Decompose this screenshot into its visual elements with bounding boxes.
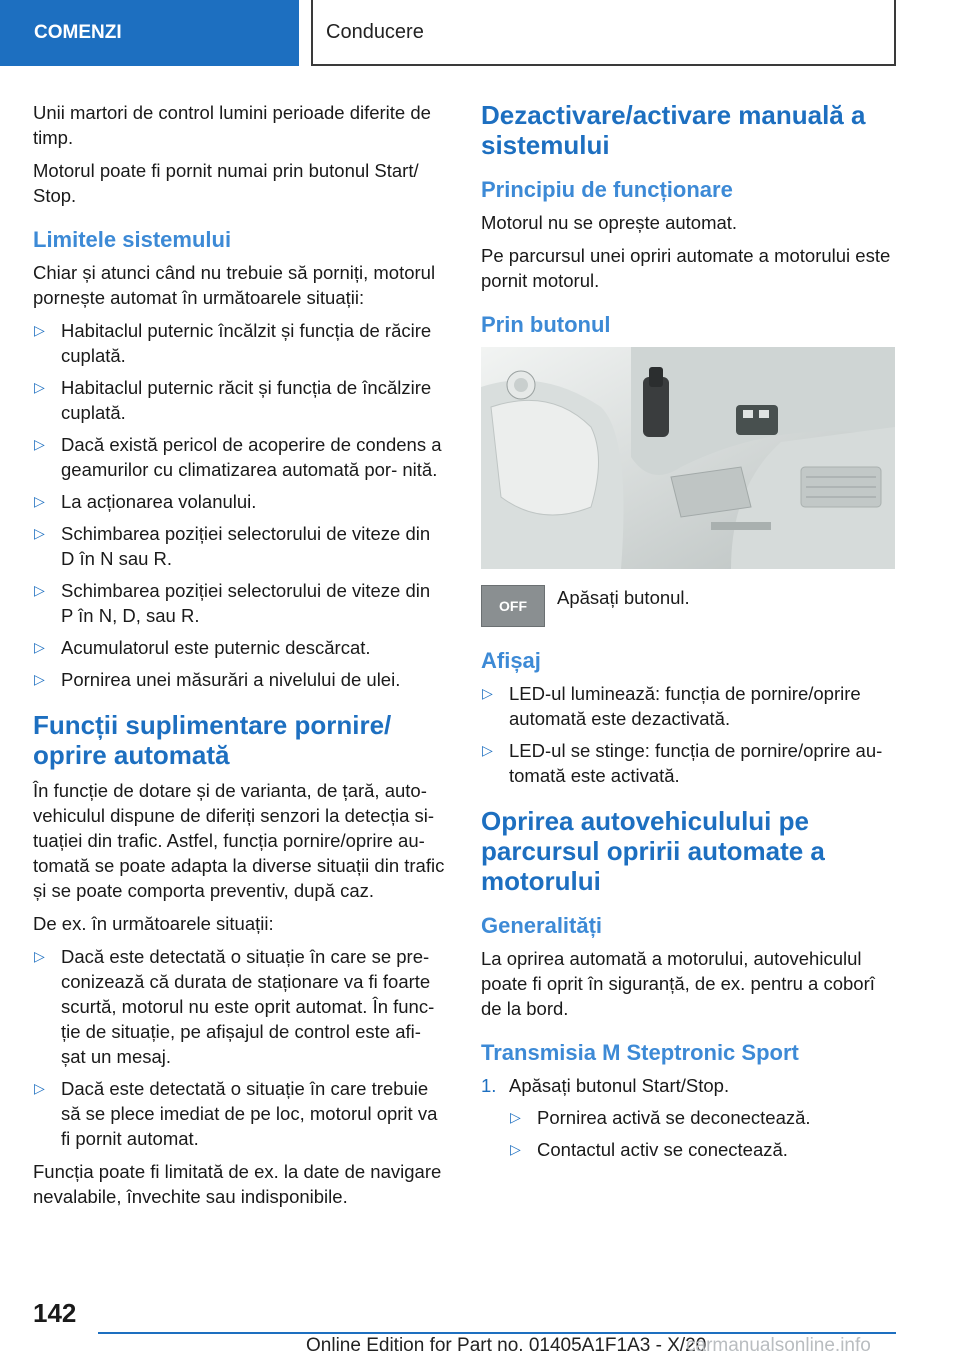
- list-item: ▷ Acumulatorul este puternic descărcat.: [34, 637, 371, 658]
- button-instruction: [481, 585, 895, 627]
- list-item: ▷ Pornirea unei măsurări a nivelului de ulei.: [34, 669, 401, 690]
- paragraph: Chiar și atunci când nu trebuie să porniți, motorul pornește automat în următoarele situații:: [33, 262, 436, 308]
- triangle-bullet-icon: ▷: [34, 582, 45, 598]
- section-tab: COMENZI: [0, 0, 299, 66]
- footer-divider: [98, 1332, 896, 1334]
- heading-system-limits: Limitele sistemului: [33, 227, 232, 252]
- list-item: ▷ Habitaclul puternic încălzit și funcția de răcire cuplată.: [34, 320, 432, 366]
- heading-transmission: Transmisia M Steptronic Sport: [481, 1040, 799, 1065]
- watermark: carmanualsonline.info: [686, 1335, 871, 1356]
- heading-general: Generalități: [481, 913, 603, 938]
- list-item: ▷ Schimbarea poziției selectorului de viteze din P în N, D, sau R.: [34, 580, 431, 626]
- paragraph: Unii martori de control lumini perioade diferite de timp.: [33, 102, 431, 148]
- situations-list: [33, 944, 447, 1151]
- triangle-bullet-icon: ▷: [34, 322, 45, 338]
- step-item: 1. Apăsați butonul Start/Stop. ▷ Pornirea activă se deconectează. ▷ Contactul activ se conectează.: [481, 1073, 895, 1162]
- footer-edition: Online Edition for Part no. 01405A1F1A3 - X/20: [306, 1335, 707, 1356]
- page-number: 142: [33, 1298, 77, 1328]
- heading-display: Afișaj: [481, 648, 541, 673]
- list-item: ▷ LED-ul luminează: funcția de pornire/oprire automată este dezactivată.: [482, 683, 861, 729]
- triangle-bullet-icon: ▷: [34, 379, 45, 395]
- paragraph: Motorul poate fi pornit numai prin butonul Start/ Stop.: [33, 160, 419, 206]
- limits-list: [33, 318, 447, 692]
- heading-stop-vehicle: Oprirea autovehiculului pe parcursul opririi automate a motorului: [481, 806, 825, 896]
- triangle-bullet-icon: ▷: [482, 742, 493, 758]
- triangle-bullet-icon: ▷: [34, 948, 45, 964]
- heading-principle: Principiu de funcționare: [481, 177, 733, 202]
- triangle-bullet-icon: ▷: [34, 525, 45, 541]
- list-item: ▷ LED-ul se stinge: funcția de pornire/oprire au- tomată este activată.: [482, 740, 883, 786]
- paragraph: De ex. în următoarele situații:: [33, 913, 274, 934]
- left-column: [33, 100, 447, 1217]
- paragraph: În funcție de dotare și de varianta, de țară, auto- vehiculul dispune de diferiți senzori la detecția si- tuației din trafic. Astfel, funcția pornire/oprire au- tomată se poate adapta la diverse situații din trafic și se poate comporta preventiv, după caz.: [33, 780, 445, 901]
- triangle-bullet-icon: ▷: [34, 493, 45, 509]
- triangle-bullet-icon: ▷: [510, 1109, 521, 1125]
- triangle-bullet-icon: ▷: [34, 671, 45, 687]
- list-item: ▷ Habitaclul puternic răcit și funcția de încălzire cuplată.: [34, 377, 432, 423]
- heading-extra-functions: Funcții suplimentare pornire/ oprire automată: [33, 710, 392, 770]
- triangle-bullet-icon: ▷: [482, 685, 493, 701]
- list-item: ▷ Contactul activ se conectează.: [510, 1139, 788, 1160]
- right-column: [481, 100, 895, 1170]
- button-instruction-text: Apăsați butonul.: [557, 587, 690, 608]
- paragraph: Motorul nu se oprește automat.: [481, 212, 738, 233]
- step-sub-list: [509, 1105, 895, 1162]
- list-item: ▷ La acționarea volanului.: [34, 491, 257, 512]
- paragraph: La oprirea automată a motorului, autovehiculul poate fi oprit în siguranță, de ex. pentru a coborî de la bord.: [481, 948, 875, 1019]
- list-item: ▷ Schimbarea poziției selectorului de viteze din D în N sau R.: [34, 523, 431, 569]
- chapter-title: Conducere: [311, 0, 896, 66]
- display-list: [481, 681, 895, 788]
- triangle-bullet-icon: ▷: [34, 639, 45, 655]
- list-item: ▷ Dacă este detectată o situație în care trebuie să se plece imediat de pe loc, motorul oprit va fi pornit automat.: [34, 1078, 438, 1149]
- heading-by-button: Prin butonul: [481, 312, 611, 337]
- paragraph: Pe parcursul unei opriri automate a motorului este pornit motorul.: [481, 245, 891, 291]
- list-item: ▷ Dacă există pericol de acoperire de condens a geamurilor cu climatizarea automată por- nită.: [34, 434, 442, 480]
- list-item: ▷ Dacă este detectată o situație în care se pre- conizează că durata de staționare va fi foarte scurtă, motorul nu este oprit automat. În func- ție de situație, pe afișajul de control este afi- șat un mesaj.: [34, 946, 435, 1067]
- steps-list: [481, 1073, 895, 1162]
- triangle-bullet-icon: ▷: [34, 1080, 45, 1096]
- paragraph: Funcția poate fi limitată de ex. la date de navigare nevalabile, învechite sau indisponibile.: [33, 1161, 442, 1207]
- auto-start-stop-off-icon: OFF: [481, 585, 545, 627]
- list-item: ▷ Pornirea activă se deconectează.: [510, 1107, 811, 1128]
- step-number: 1.: [481, 1075, 497, 1096]
- triangle-bullet-icon: ▷: [510, 1141, 521, 1157]
- triangle-bullet-icon: ▷: [34, 436, 45, 452]
- heading-manual-toggle: Dezactivare/activare manuală a sistemului: [481, 100, 866, 160]
- dashboard-photo: [481, 347, 895, 569]
